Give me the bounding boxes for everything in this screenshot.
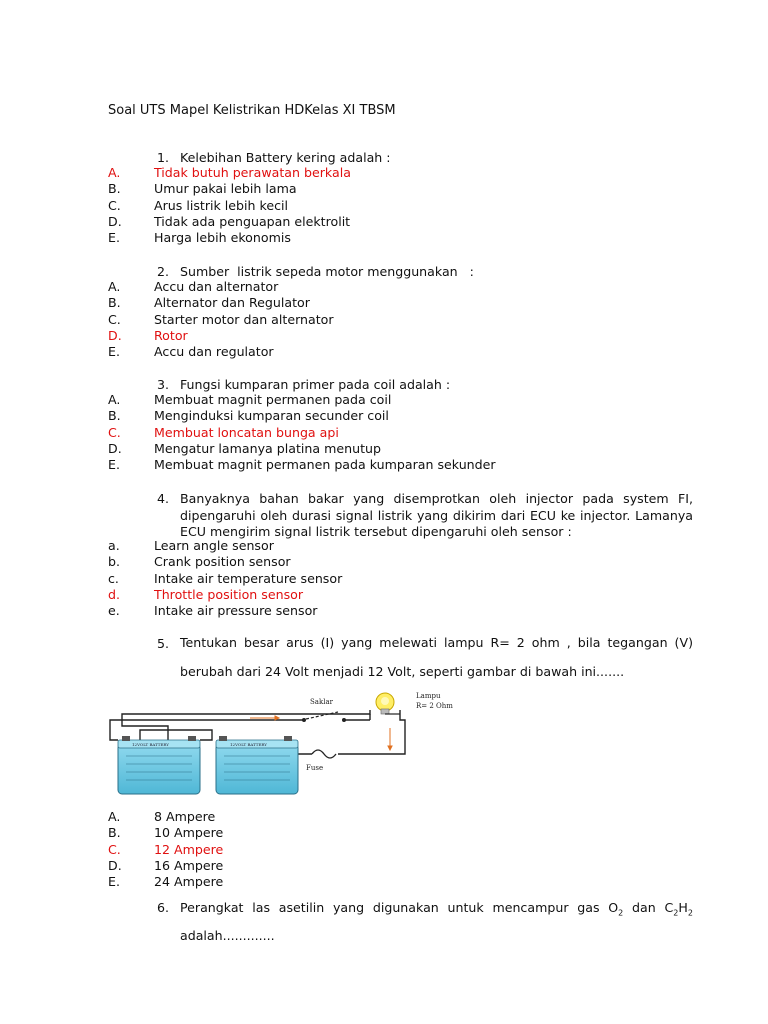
question-2-text: Sumber listrik sepeda motor menggunakan : [180,264,474,279]
option-text: Alternator dan Regulator [154,295,310,311]
option-text: Starter motor dan alternator [154,311,334,327]
option-letter: A. [108,165,121,180]
option-letter: C. [108,311,121,327]
option-text: Membuat magnit permanen pada kumparan sekunder [154,457,496,473]
q4-option-c [108,571,342,587]
question-3-text: Fungsi kumparan primer pada coil adalah : [180,377,451,392]
q5-option-d [108,858,223,874]
q2-option-b [108,295,310,311]
option-text: 16 Ampere [154,857,224,873]
option-text: Accu dan regulator [154,344,274,360]
option-text: Throttle position sensor [154,586,304,602]
option-text: Membuat loncatan bunga api [154,424,339,440]
option-letter: E. [108,457,120,473]
fuse-label: Fuse [306,764,324,772]
option-text: Arus listrik lebih kecil [154,197,289,213]
question-4-number: 4. [157,491,170,506]
question-6-word: gas [577,900,600,915]
option-letter: e. [108,603,120,619]
option-letter: B. [108,181,121,197]
question-6-word: digunakan [372,900,439,915]
battery-2-label: 12VOLT BATTERY [230,742,267,747]
option-letter: D. [108,440,122,456]
option-letter: D. [108,213,122,229]
q3-option-c [108,425,339,441]
battery-1 [118,736,200,794]
question-5-text [180,628,693,686]
option-letter: B. [108,408,121,424]
option-text: Mengatur lamanya platina menutup [154,440,382,456]
option-letter: d. [108,586,120,602]
q3-option-d [108,441,381,457]
lamp-label: Lampu [416,692,441,700]
battery-1-label: 12VOLT BATTERY [132,742,169,747]
circuit-diagram [100,688,453,806]
option-text: Harga lebih ekonomis [154,230,291,246]
option-letter: A. [108,392,121,407]
option-letter: A. [108,809,121,824]
question-4-line: Banyaknya bahan bakar yang disemprotkan oleh injector pada system FI, [180,491,693,506]
question-5-line: berubah dari 24 Volt menjadi 12 Volt, seperti gambar di bawah ini....... [180,664,625,679]
option-text: Menginduksi kumparan secunder coil [154,408,389,424]
q5-option-a [108,809,215,825]
q5-option-c [108,842,223,858]
question-6-word: dan [632,900,656,915]
switch-label: Saklar [310,698,333,706]
option-text: Tidak butuh perawatan berkala [154,165,351,180]
option-text: Tidak ada penguapan elektrolit [154,213,351,229]
q5-option-e [108,874,223,890]
option-letter: c. [108,570,119,586]
q1-option-d [108,214,350,230]
lamp-icon [376,693,400,714]
q2-option-c [108,312,334,328]
fuse-icon [312,750,336,758]
q2-option-a [108,279,278,295]
question-6-word: las [252,900,271,915]
question-4-text [180,491,693,541]
option-letter: B. [108,295,121,311]
option-text: 24 Ampere [154,874,224,890]
option-letter: D. [108,327,122,343]
option-letter: B. [108,825,121,841]
question-6-line-1 [180,900,693,918]
question-6-word: untuk [447,900,484,915]
question-6-line-2: adalah............. [180,928,275,943]
question-4-line: ECU mengirim signal listrik tersebut dipengaruhi oleh sensor : [180,524,572,539]
question-6-word: Perangkat [180,900,244,915]
option-text: Membuat magnit permanen pada coil [154,392,392,407]
option-letter: D. [108,857,122,873]
q4-option-a [108,538,274,554]
question-6-word: mencampur [492,900,569,915]
q5-option-b [108,825,223,841]
option-text: 12 Ampere [154,841,224,857]
option-text: Learn angle sensor [154,538,274,553]
lamp-resistance-label: R= 2 Ohm [416,702,453,710]
option-text: Intake air temperature sensor [154,570,343,586]
option-letter: A. [108,279,121,294]
option-letter: E. [108,230,120,246]
option-text: 8 Ampere [154,809,216,824]
question-5-line: Tentukan besar arus (I) yang melewati lampu R= 2 ohm , bila tegangan (V) [180,635,693,650]
option-letter: C. [108,197,121,213]
option-text: 10 Ampere [154,825,224,841]
q4-option-d [108,587,303,603]
question-6-number: 6. [157,900,170,915]
q2-option-d [108,328,188,344]
option-letter: E. [108,874,120,890]
q4-option-e [108,603,317,619]
option-text: Rotor [154,327,188,343]
question-6-formula: $C_2H_2$ [664,900,693,918]
q1-option-a [108,165,351,181]
question-1-number: 1. [157,150,170,165]
option-text: Intake air pressure sensor [154,603,318,619]
q3-option-a [108,392,391,408]
question-2-number: 2. [157,264,170,279]
option-text: Accu dan alternator [154,279,279,294]
question-6-word: yang [332,900,365,915]
option-text: Crank position sensor [154,554,291,570]
question-6-word: $O_2$ [608,900,624,918]
page-title: Soal UTS Mapel Kelistrikan HDKelas XI TBSM [108,103,396,118]
q4-option-b [108,554,291,570]
option-letter: E. [108,344,120,360]
q1-option-e [108,230,291,246]
q1-option-b [108,181,297,197]
q3-option-b [108,408,389,424]
option-letter: C. [108,841,121,857]
option-text: Umur pakai lebih lama [154,181,297,197]
battery-2 [216,736,298,794]
q2-option-e [108,344,274,360]
q3-option-e [108,457,496,473]
option-letter: b. [108,554,120,570]
option-letter: a. [108,538,120,553]
question-1-text: Kelebihan Battery kering adalah : [180,150,391,165]
question-5-number: 5. [157,636,170,651]
question-6-word: asetilin [278,900,325,915]
q1-option-c [108,198,288,214]
question-6-text [180,900,693,918]
question-3-number: 3. [157,377,170,392]
option-letter: C. [108,424,121,440]
question-4-line: dipengaruhi oleh durasi signal listrik yang dikirim dari ECU ke injector. Lamanya [180,507,693,523]
